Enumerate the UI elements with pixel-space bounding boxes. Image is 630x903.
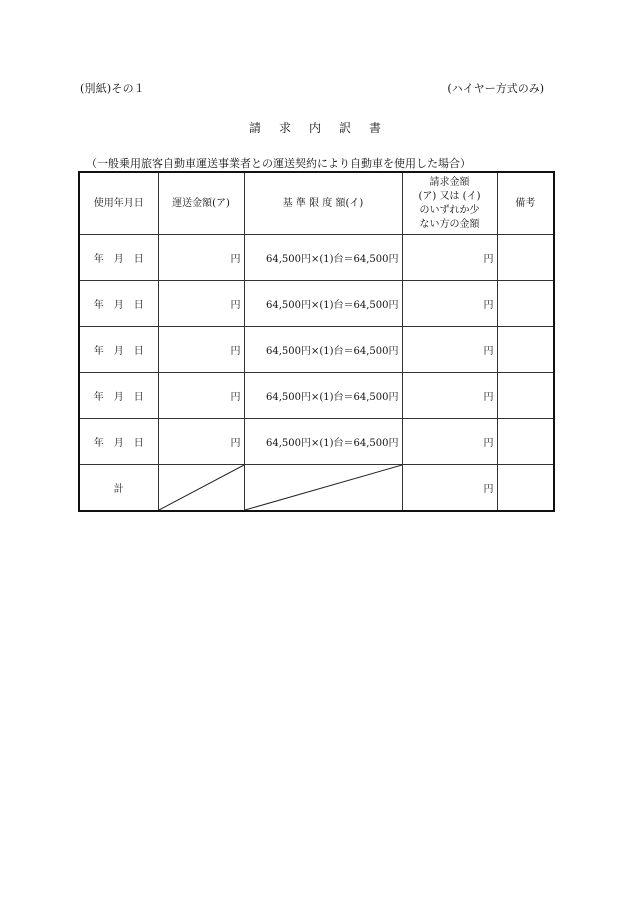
document-title: 請求内訳書 (248, 121, 399, 135)
header-claim-line: のいずれか少 (419, 204, 480, 216)
total-remarks[interactable] (497, 465, 554, 512)
cell-limit-formula: 64,500円×(1)台＝64,500円 (244, 327, 402, 373)
cell-fare[interactable]: 円 (158, 373, 244, 419)
header-claim-line: 請求金額 (429, 176, 470, 188)
cell-date[interactable]: 年 月 日 (79, 281, 158, 327)
table-row (79, 327, 554, 373)
cell-remarks[interactable] (497, 419, 554, 465)
cell-fare[interactable]: 円 (158, 327, 244, 373)
total-limit-crossed-cell (244, 465, 402, 512)
table-header-row (79, 172, 554, 235)
cell-remarks[interactable] (497, 281, 554, 327)
header-claim-amount (402, 172, 497, 235)
cell-date[interactable]: 年 月 日 (79, 235, 158, 281)
invoice-breakdown-table (78, 171, 555, 512)
cell-claim[interactable]: 円 (402, 419, 497, 465)
cell-limit-formula: 64,500円×(1)台＝64,500円 (244, 235, 402, 281)
cell-claim[interactable]: 円 (402, 373, 497, 419)
header-fare-amount: 運送金額(ア) (158, 172, 244, 235)
cell-date[interactable]: 年 月 日 (79, 327, 158, 373)
header-claim-line: ない方の金額 (419, 218, 480, 230)
cell-fare[interactable]: 円 (158, 281, 244, 327)
header-limit-amount: 基 準 限 度 額(イ) (244, 172, 402, 235)
total-row (79, 465, 554, 512)
cell-limit-formula: 64,500円×(1)台＝64,500円 (244, 419, 402, 465)
cell-claim[interactable]: 円 (402, 235, 497, 281)
total-label: 計 (79, 465, 158, 512)
cell-remarks[interactable] (497, 373, 554, 419)
table-row (79, 235, 554, 281)
method-note: (ハイヤー方式のみ) (447, 82, 544, 95)
table-row (79, 281, 554, 327)
cell-date[interactable]: 年 月 日 (79, 419, 158, 465)
table-row (79, 419, 554, 465)
header-usage-date: 使用年月日 (79, 172, 158, 235)
cell-limit-formula: 64,500円×(1)台＝64,500円 (244, 373, 402, 419)
cell-remarks[interactable] (497, 235, 554, 281)
total-fare-crossed-cell (158, 465, 244, 512)
cell-fare[interactable]: 円 (158, 419, 244, 465)
cell-date[interactable]: 年 月 日 (79, 373, 158, 419)
cell-fare[interactable]: 円 (158, 235, 244, 281)
total-claim[interactable]: 円 (402, 465, 497, 512)
cell-claim[interactable]: 円 (402, 327, 497, 373)
cell-limit-formula: 64,500円×(1)台＝64,500円 (244, 281, 402, 327)
diagonal-strike (245, 465, 402, 510)
cell-remarks[interactable] (497, 327, 554, 373)
header-remarks: 備考 (497, 172, 554, 235)
diagonal-strike (159, 465, 244, 510)
header-claim-line: (ア) 又は (イ) (418, 190, 481, 202)
table-row (79, 373, 554, 419)
document-subtitle: （一般乗用旅客自動車運送事業者との運送契約により自動車を使用した場合） (86, 157, 471, 170)
cell-claim[interactable]: 円 (402, 281, 497, 327)
attachment-label: (別紙)その１ (80, 82, 145, 95)
